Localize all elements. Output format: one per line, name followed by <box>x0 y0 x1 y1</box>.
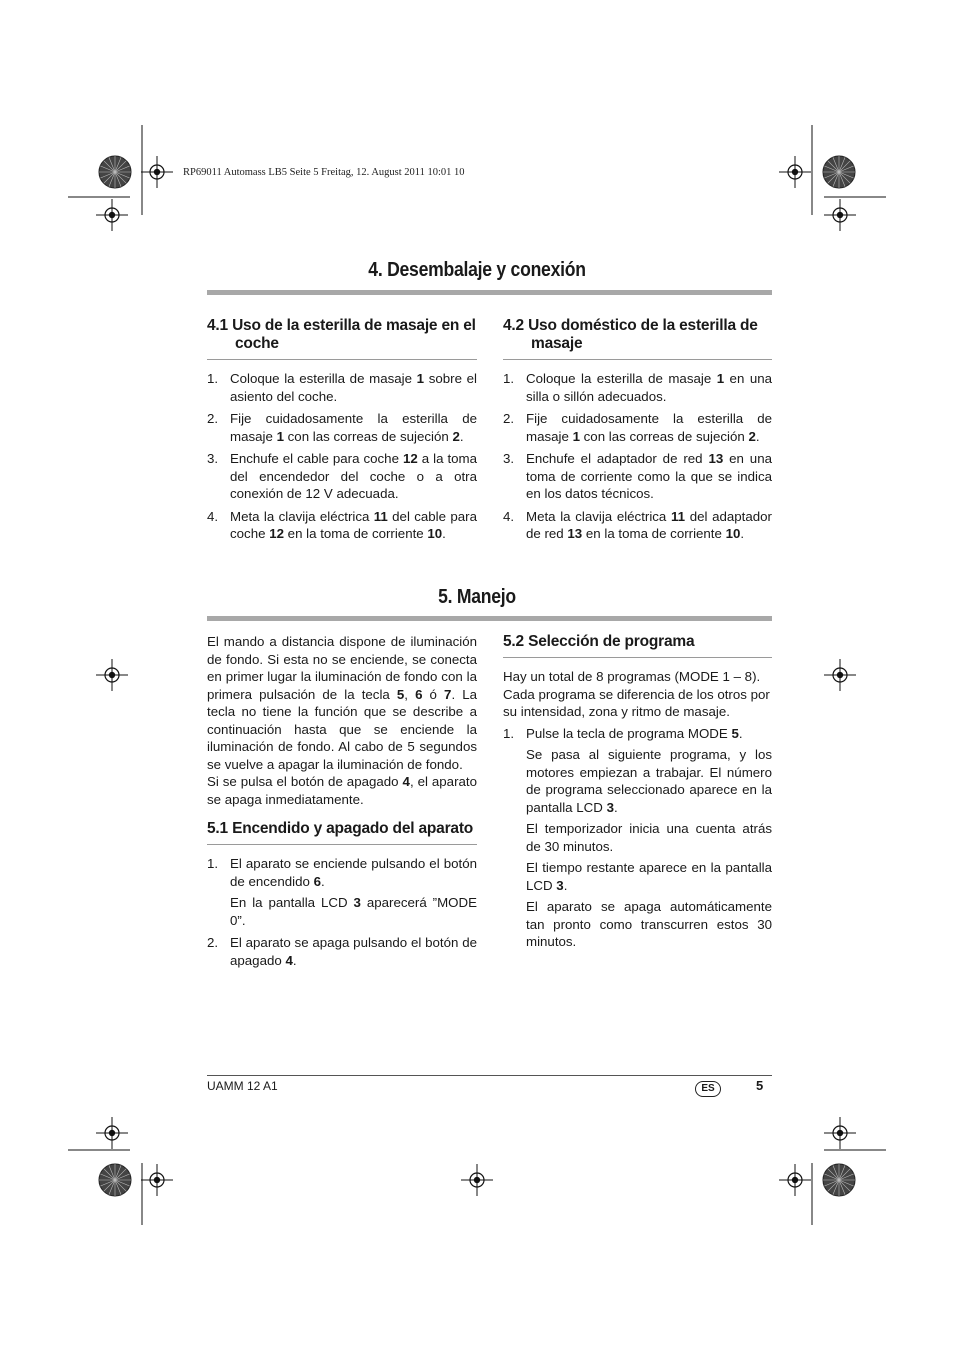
step-text: Meta la clavija eléctrica 11 del adaptador de red 13 en la toma de corriente 10. <box>526 508 772 541</box>
section-5-2-steps <box>503 725 772 951</box>
step-subtext: El temporizador inicia una cuenta atrás de 30 minutos. <box>526 821 772 854</box>
list-item <box>503 508 772 543</box>
section-4-1-number: 4.1 <box>207 317 228 334</box>
section-5-1-steps <box>207 855 477 969</box>
step-subtext: Se pasa al siguiente programa, y los motores empiezan a trabajar. El número de programa seleccionado aparece en la pantalla LCD 3. <box>526 747 772 815</box>
step-text: Meta la clavija eléctrica 11 del cable para coche 12 en la toma de corriente 10. <box>230 508 477 541</box>
section-5-1-title: Encendido y apagado del aparato <box>232 820 474 837</box>
step-number: 3. <box>503 451 515 466</box>
section-5-2-heading <box>503 633 772 658</box>
step-subtext: En la pantalla LCD 3 aparecerá ”MODE 0”. <box>230 895 477 928</box>
step-number: 1. <box>207 371 219 386</box>
section-4-2-number: 4.2 <box>503 317 524 334</box>
section-4-1 <box>207 317 477 548</box>
section-4-2-title: Uso doméstico de la esterilla de <box>528 317 758 334</box>
section-5-title: 5. Manejo <box>438 586 516 608</box>
step-number: 4. <box>503 508 515 524</box>
section-5-2-intro: Hay un total de 8 programas (MODE 1 – 8). Cada programa se diferencia de los otros por su intensidad, zona y ritmo de masaje. <box>503 669 770 719</box>
footer-model: UAMM 12 A1 <box>207 1079 278 1093</box>
step-subtext: El tiempo restante aparece en la pantalla LCD 3. <box>526 860 772 893</box>
step-text: Enchufe el adaptador de red 13 en una toma de corriente como la que se indica en los datos técnicos. <box>526 451 772 501</box>
step-number: 3. <box>207 451 219 466</box>
section-4-1-heading <box>207 317 477 360</box>
step-subtext: El aparato se apaga automáticamente tan pronto como transcurren estos 30 minutos. <box>526 899 772 949</box>
step-text: El aparato se enciende pulsando el botón de encendido 6. <box>230 856 477 889</box>
section-4-2-heading <box>503 317 772 360</box>
footer-rule <box>207 1075 772 1076</box>
section-5-right-column <box>503 633 772 956</box>
list-item: 1. Pulse la tecla de programa MODE 5. Se pasa al siguiente programa, y los motores empiezan a trabajar. El número de programa seleccionado aparece en la pantalla LCD 3. El temporizador inicia una cuenta atrás de 30 minutos. El tiempo restante aparece en la pantalla LCD 3. El aparato se apaga automáticamente tan pronto como transcurren estos 30 minutos. <box>503 725 772 949</box>
step-number: 1. <box>503 371 515 386</box>
section-4-title: 4. Desembalaje y conexión <box>368 259 586 281</box>
page-number: 5 <box>756 1078 764 1093</box>
section-5-2-title: Selección de programa <box>528 633 695 650</box>
language-badge: ES <box>695 1081 721 1097</box>
section-5-left-column <box>207 633 477 974</box>
step-text: Fije cuidadosamente la esterilla de masaje 1 con las correas de sujeción 2. <box>526 411 772 444</box>
list-item <box>207 410 477 445</box>
step-subtexts <box>526 746 772 951</box>
step-text: El aparato se apaga pulsando el botón de apagado 4. <box>230 935 477 968</box>
step-text: Coloque la esterilla de masaje 1 en una silla o sillón adecuados. <box>526 371 772 404</box>
section-4-1-title: Uso de la esterilla de masaje en el <box>232 317 476 334</box>
section-4-bar <box>207 290 772 295</box>
section-5-1-heading <box>207 820 477 845</box>
section-4-1-steps <box>207 370 477 543</box>
list-item: 1. El aparato se enciende pulsando el botón de encendido 6. En la pantalla LCD 3 aparecerá ”MODE 0”. <box>207 856 477 928</box>
section-4-2-title-cont: masaje <box>531 335 583 352</box>
step-text: Coloque la esterilla de masaje 1 sobre el asiento del coche. <box>230 371 478 404</box>
list-item <box>207 508 477 543</box>
step-text: Pulse la tecla de programa MODE 5. <box>526 725 743 741</box>
step-number: 2. <box>207 411 219 426</box>
step-number: 2. <box>503 411 515 426</box>
list-item <box>503 450 772 503</box>
section-5-1-number: 5.1 <box>207 820 228 837</box>
list-item <box>207 370 477 405</box>
list-item: 2. El aparato se apaga pulsando el botón de apagado 4. <box>207 935 477 968</box>
step-text: Fije cuidadosamente la esterilla de masaje 1 con las correas de sujeción 2. <box>230 411 477 444</box>
section-5-intro-2: Si se pulsa el botón de apagado 4, el aparato se apaga inmediatamente. <box>207 774 477 807</box>
section-5-2-number: 5.2 <box>503 633 524 650</box>
section-5-bar <box>207 616 772 621</box>
list-item <box>503 370 772 405</box>
list-item <box>207 450 477 503</box>
section-4-2-steps <box>503 370 772 543</box>
section-4-1-title-cont: coche <box>235 335 279 352</box>
section-5-intro: El mando a distancia dispone de iluminación de fondo. Si esta no se enciende, se conecta en primer lugar la iluminación de fondo con la primera pulsación de la tecla 5, 6 ó 7. La tecla no tiene la función que se describe a continuación hasta que se enciende la iluminación de fondo. Al cabo de 5 segundos se vuelve a apagar la iluminación de fondo. <box>207 634 478 772</box>
list-item <box>503 410 772 445</box>
print-info: RP69011 Automass LB5 Seite 5 Freitag, 12. August 2011 10:01 10 <box>183 167 465 178</box>
section-4-2 <box>503 317 772 548</box>
step-text: Enchufe el cable para coche 12 a la toma del encendedor del coche o a otra conexión de 12 V adecuada. <box>230 451 478 501</box>
step-number: 4. <box>207 508 219 524</box>
